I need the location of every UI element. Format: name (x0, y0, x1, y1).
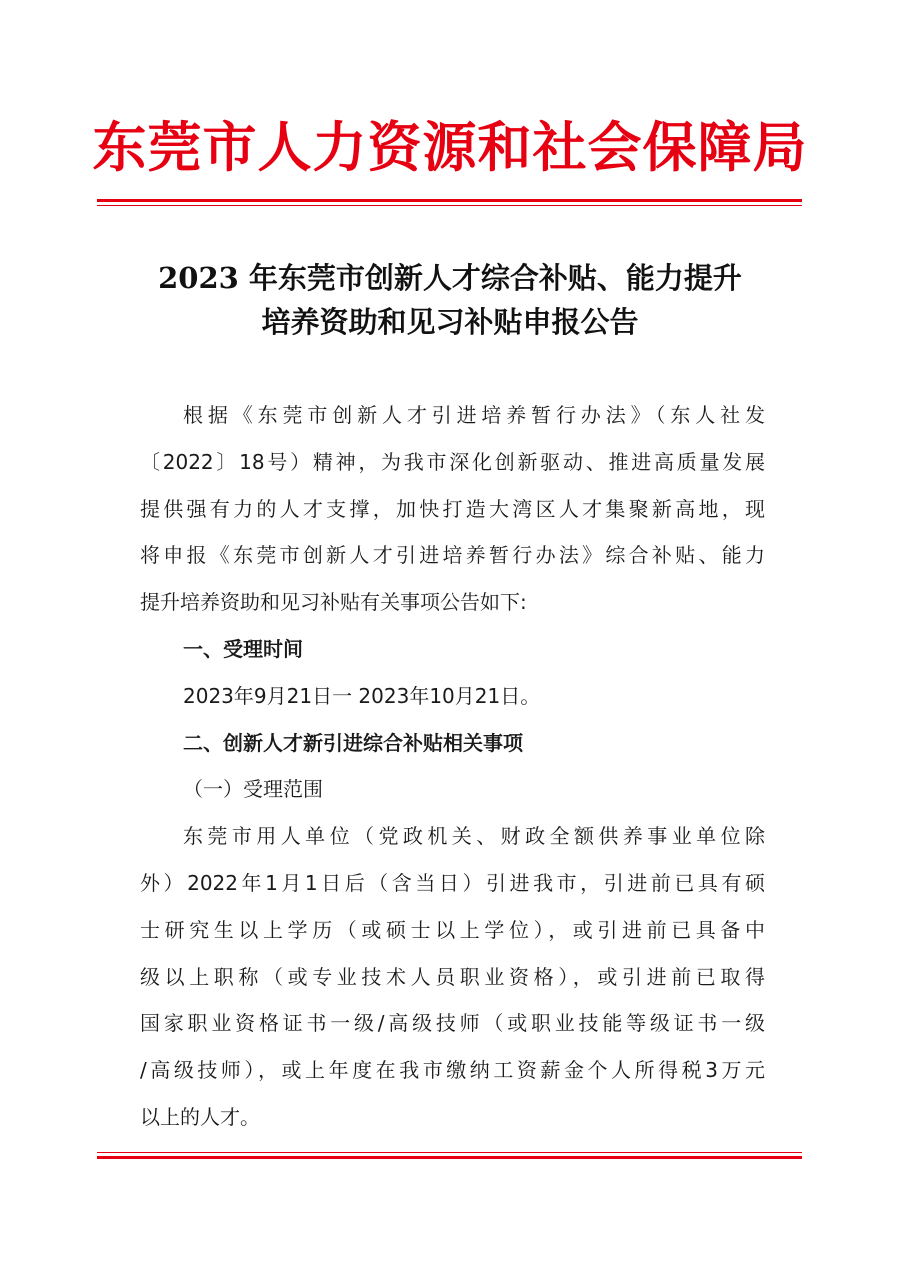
section-heading-acceptance-time: 一、受理时间 (183, 636, 303, 661)
subsection-heading-scope: （一）受理范围 (183, 777, 323, 802)
body-line: 提供强有力的人才支撑，加快打造大湾区人才集聚新高地，现 (140, 496, 765, 521)
agency-masthead: 东莞市人力资源和社会保障局 (92, 115, 808, 179)
announcement-title-line-1: 2023 年东莞市创新人才综合补贴、能力提升 (158, 261, 742, 295)
body-line: 将申报《东莞市创新人才引进培养暂行办法》综合补贴、能力 (140, 543, 765, 568)
body-line: 根据《东莞市创新人才引进培养暂行办法》（东人社发 (183, 403, 765, 427)
masthead-divider (97, 199, 802, 206)
body-line: 级以上职称（或专业技术人员职业资格），或引进前已取得 (140, 964, 765, 989)
body-line: 国家职业资格证书一级/高级技师（或职业技能等级证书一级 (140, 1011, 765, 1036)
announcement-body (140, 392, 765, 1141)
section-heading-new-talent-subsidy: 二、创新人才新引进综合补贴相关事项 (183, 730, 523, 755)
body-line: /高级技师），或上年度在我市缴纳工资薪金个人所得税3万元 (140, 1058, 765, 1083)
footer-divider (97, 1152, 802, 1159)
announcement-title-line-2: 培养资助和见习补贴申报公告 (261, 305, 639, 339)
body-line: 士研究生以上学历（或硕士以上学位），或引进前已具备中 (140, 917, 765, 942)
acceptance-period: 2023年9月21日一 2023年10月21日。 (183, 683, 541, 708)
body-line: 东莞市用人单位（党政机关、财政全额供养事业单位除 (183, 824, 765, 849)
body-line: 〔2022〕18号）精神，为我市深化创新驱动、推进高质量发展 (140, 449, 765, 474)
body-line: 以上的人才。 (140, 1104, 260, 1129)
body-line: 提升培养资助和见习补贴有关事项公告如下: (140, 590, 527, 615)
body-line: 外）2022年1月1日后（含当日）引进我市，引进前已具有硕 (140, 870, 765, 895)
